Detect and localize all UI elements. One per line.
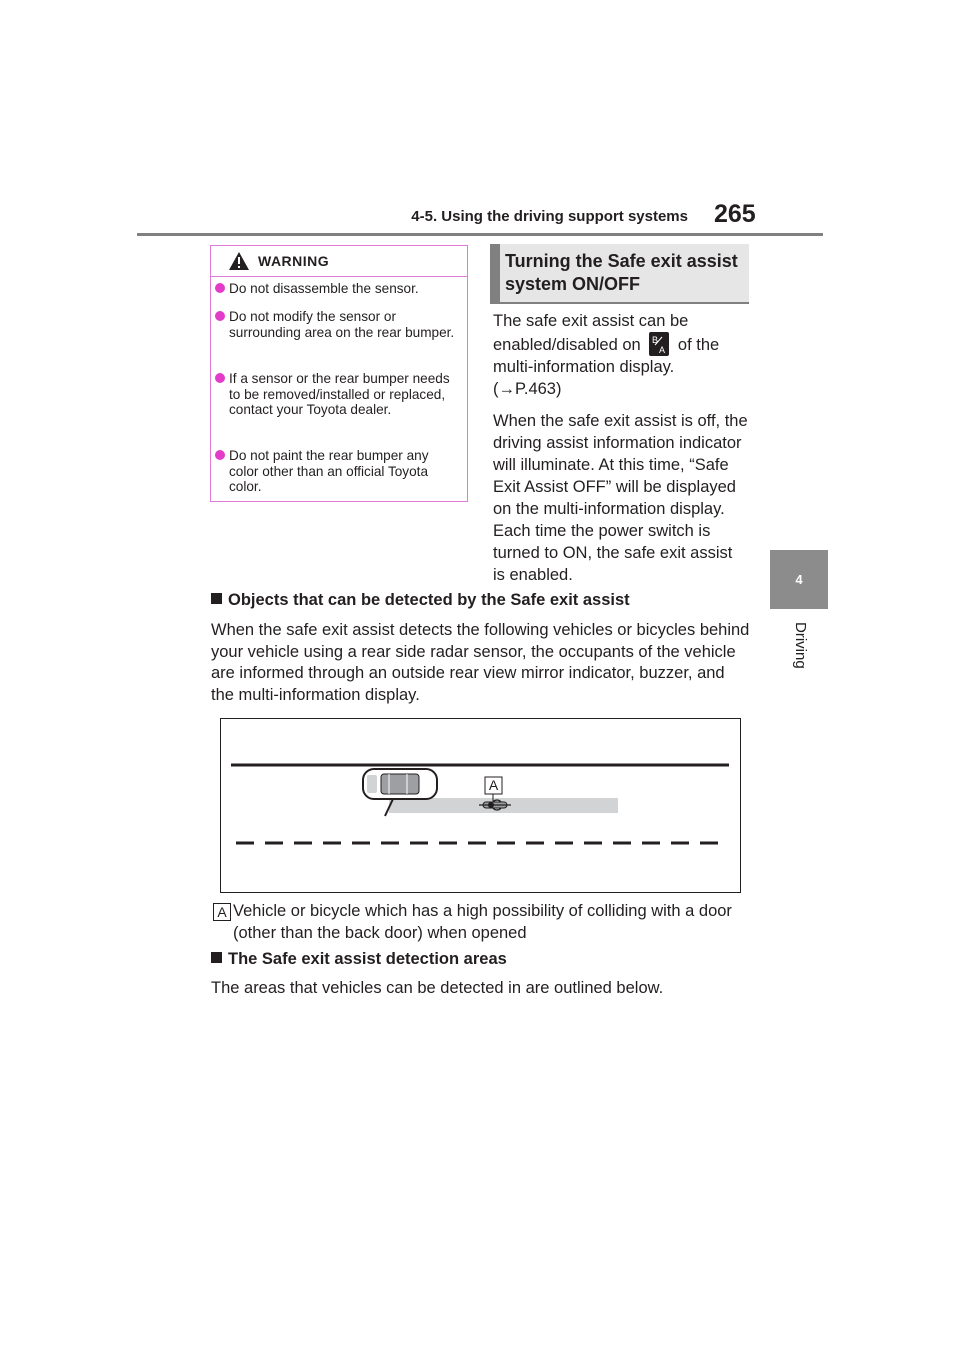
chapter-label-wrap	[770, 622, 828, 722]
objects-heading: Objects that can be detected by the Safe exit assist	[211, 591, 630, 610]
warning-item: If a sensor or the rear bumper needs to be removed/installed or replaced, contact your Toyota dealer.	[215, 371, 460, 418]
detection-diagram	[221, 719, 740, 892]
warning-triangle-icon	[228, 251, 250, 271]
page-reference-link[interactable]: (→P.463)	[493, 380, 562, 398]
chapter-label: Driving	[792, 622, 809, 669]
areas-heading: The Safe exit assist detection areas	[211, 950, 507, 969]
bullet-dot	[215, 450, 225, 460]
svg-text:B: B	[652, 335, 659, 345]
safe-exit-settings-icon	[649, 332, 669, 356]
svg-text:A: A	[659, 345, 666, 355]
bullet-dot	[215, 311, 225, 321]
bullet-dot	[215, 373, 225, 383]
detection-figure	[220, 718, 741, 893]
onoff-paragraph-1: The safe exit assist can be enabled/disabled on B A of the multi-information display. (→P.463)	[493, 312, 720, 398]
note-label: A	[213, 903, 231, 921]
square-bullet-icon	[211, 952, 222, 963]
callout-a: A	[488, 777, 499, 793]
page-number: 265	[714, 200, 756, 228]
section-heading-bar	[490, 244, 500, 304]
header-rule	[137, 233, 823, 236]
square-bullet-icon	[211, 593, 222, 604]
areas-body: The areas that vehicles can be detected in are outlined below.	[211, 979, 664, 997]
section-heading: Turning the Safe exit assist system ON/OFF	[505, 251, 738, 294]
warning-header-rule	[211, 276, 467, 277]
warning-item: Do not paint the rear bumper any color other than an official Toyota color.	[215, 448, 460, 495]
warning-item: Do not disassemble the sensor.	[215, 281, 460, 297]
onoff-paragraph-2: When the safe exit assist is off, the driving assist information indicator will illuminate. At this time, “Safe Exit Assist OFF” will be displayed on the multi-information display. Each time the power switch is turned to ON, the safe exit assist is enabled.	[493, 412, 748, 584]
figure-note: A Vehicle or bicycle which has a high possibility of colliding with a door (other than the back door) when opened	[213, 900, 748, 944]
chapter-number: 4	[795, 572, 803, 587]
objects-body: When the safe exit assist detects the following vehicles or bicycles behind your vehicle using a rear side radar sensor, the occupants of the vehicle are informed through an outside rear view mirror indicator, buzzer, and the multi-information display.	[211, 621, 750, 705]
warning-title: WARNING	[258, 253, 330, 269]
bullet-dot	[215, 283, 225, 293]
warning-item: Do not modify the sensor or surrounding area on the rear bumper.	[215, 309, 460, 340]
section-title: 4-5. Using the driving support systems	[411, 208, 688, 225]
